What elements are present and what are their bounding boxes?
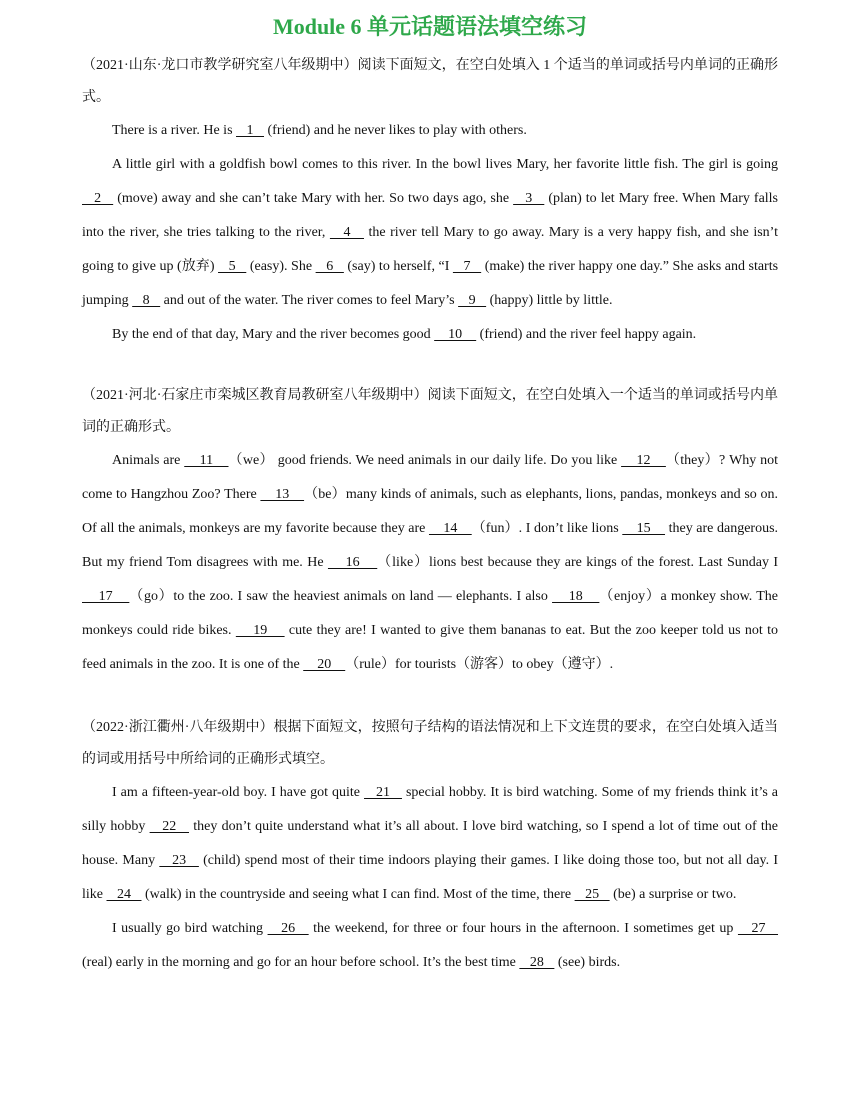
paragraph bbox=[82, 776, 778, 912]
passage-text: they don’t quite understand what it’s all about. I love bird watching, so I spend a lot of time out of the house. Many bbox=[82, 819, 778, 868]
paragraph bbox=[82, 912, 778, 980]
worksheet-body bbox=[82, 50, 778, 980]
answer-blank[interactable]: 22 bbox=[149, 819, 189, 834]
answer-blank[interactable]: 23 bbox=[159, 853, 199, 868]
passage-text: I am a fifteen-year-old boy. I have got quite bbox=[112, 785, 365, 800]
answer-blank[interactable]: 12 bbox=[621, 453, 666, 468]
passage-text: (be) a surprise or two. bbox=[609, 887, 737, 902]
passage-text: （be）many kinds of animals, such as elephants, lions, pandas, monkeys and so on. Of all the animals, monkeys are my favorite because they are bbox=[82, 487, 778, 536]
answer-blank[interactable]: 3 bbox=[513, 191, 545, 206]
passage-text: A little girl with a goldfish bowl comes to this river. In the bowl lives Mary, her favorite little fish. The girl is going bbox=[112, 157, 778, 172]
answer-blank[interactable]: 25 bbox=[574, 887, 610, 902]
answer-blank[interactable]: 11 bbox=[184, 453, 229, 468]
passage-text: (see) birds. bbox=[554, 955, 621, 970]
answer-blank[interactable]: 13 bbox=[260, 487, 305, 502]
answer-blank[interactable]: 18 bbox=[552, 589, 600, 604]
passage-text: （rule）for tourists（游客）to obey（遵守）. bbox=[345, 657, 614, 672]
answer-blank[interactable]: 6 bbox=[315, 259, 344, 274]
passage-text: Animals are bbox=[112, 453, 185, 468]
passage-text: By the end of that day, Mary and the river becomes good bbox=[112, 327, 435, 342]
passage-text: （go）to the zoo. I saw the heaviest animals on land — elephants. I also bbox=[129, 589, 553, 604]
answer-blank[interactable]: 16 bbox=[327, 555, 378, 570]
passage-text: （fun）. I don’t like lions bbox=[471, 521, 623, 536]
passage-text: (friend) and he never likes to play with others. bbox=[264, 123, 527, 138]
answer-blank[interactable]: 10 bbox=[434, 327, 477, 342]
answer-blank[interactable]: 7 bbox=[452, 259, 482, 274]
passage-text: (happy) little by little. bbox=[486, 293, 613, 308]
answer-blank[interactable]: 28 bbox=[519, 955, 555, 970]
answer-blank[interactable]: 8 bbox=[132, 293, 161, 308]
passage-text: they are dangerous. But my friend Tom disagrees with me. He bbox=[82, 521, 779, 570]
passage-text: (friend) and the river feel happy again. bbox=[476, 327, 697, 342]
answer-blank[interactable]: 2 bbox=[82, 191, 114, 206]
passage-text: (plan) to let Mary free. When Mary falls into the river, she tries talking to the river, bbox=[82, 191, 779, 240]
paragraph bbox=[82, 114, 778, 148]
paragraph bbox=[82, 444, 778, 682]
section-3-source: （2022·浙江衢州·八年级期中）根据下面短文，按照句子结构的语法情况和上下文连贯的要求，在空白处填入适当的词或用括号中所给词的正确形式填空。 bbox=[82, 720, 778, 767]
passage-text: I usually go bird watching bbox=[112, 921, 268, 936]
passage-text: the weekend, for three or four hours in the afternoon. I sometimes get up bbox=[308, 921, 738, 936]
passage-text: （they）? Why not come to Hangzhou Zoo? There bbox=[82, 453, 779, 502]
passage-text: (walk) in the countryside and seeing what I can find. Most of the time, there bbox=[141, 887, 575, 902]
answer-blank[interactable]: 17 bbox=[82, 589, 130, 604]
paragraph bbox=[82, 148, 778, 318]
answer-blank[interactable]: 5 bbox=[218, 259, 247, 274]
answer-blank[interactable]: 1 bbox=[236, 123, 265, 138]
section-1-source: （2021·山东·龙口市教学研究室八年级期中）阅读下面短文，在空白处填入 1 个适当的单词或括号内单词的正确形式。 bbox=[82, 58, 778, 105]
passage-text: (real) early in the morning and go for an hour before school. It’s the best time bbox=[82, 955, 520, 970]
answer-blank[interactable]: 14 bbox=[428, 521, 472, 536]
answer-blank[interactable]: 26 bbox=[267, 921, 309, 936]
passage-text: （enjoy）a monkey show. The monkeys could ride bikes. bbox=[82, 589, 778, 638]
passage-text: (move) away and she can’t take Mary with her. So two days ago, she bbox=[113, 191, 514, 206]
answer-blank[interactable]: 9 bbox=[458, 293, 487, 308]
answer-blank[interactable]: 24 bbox=[106, 887, 142, 902]
passage-text: (easy). She bbox=[246, 259, 316, 274]
answer-blank[interactable]: 19 bbox=[235, 623, 285, 638]
answer-blank[interactable]: 20 bbox=[303, 657, 346, 672]
answer-blank[interactable]: 27 bbox=[737, 921, 779, 936]
passage-text: cute they are! I wanted to give them bananas to eat. But the zoo keeper told us not to feed animals in the zoo. It is one of the bbox=[82, 623, 778, 672]
paragraph bbox=[82, 318, 778, 352]
answer-blank[interactable]: 15 bbox=[622, 521, 666, 536]
passage-text: (child) spend most of their time indoors playing their games. I like doing those too, but not all day. I like bbox=[82, 853, 779, 902]
passage-text: the river tell Mary to go away. Mary is a very happy fish, and she isn’t going to give up (放弃) bbox=[82, 225, 778, 274]
passage-text: (make) the river happy one day.” She asks and starts jumping bbox=[82, 259, 779, 308]
passage-text: （like）lions best because they are kings of the forest. Last Sunday I bbox=[377, 555, 779, 570]
section-2-source: （2021·河北·石家庄市栾城区教育局教研室八年级期中）阅读下面短文，在空白处填入一个适当的单词或括号内单词的正确形式。 bbox=[82, 388, 778, 435]
passage-text: and out of the water. The river comes to feel Mary’s bbox=[160, 293, 459, 308]
passage-text: special hobby. It is bird watching. Some of my friends think it’s a silly hobby bbox=[82, 785, 778, 834]
answer-blank[interactable]: 21 bbox=[364, 785, 402, 800]
page-title: Module 6 单元话题语法填空练习 bbox=[272, 14, 588, 39]
passage-text: (say) to herself, “I bbox=[343, 259, 453, 274]
passage-text: There is a river. He is bbox=[112, 123, 237, 138]
passage-text: （we） good friends. We need animals in our daily life. Do you like bbox=[228, 453, 622, 468]
answer-blank[interactable]: 4 bbox=[329, 225, 364, 240]
